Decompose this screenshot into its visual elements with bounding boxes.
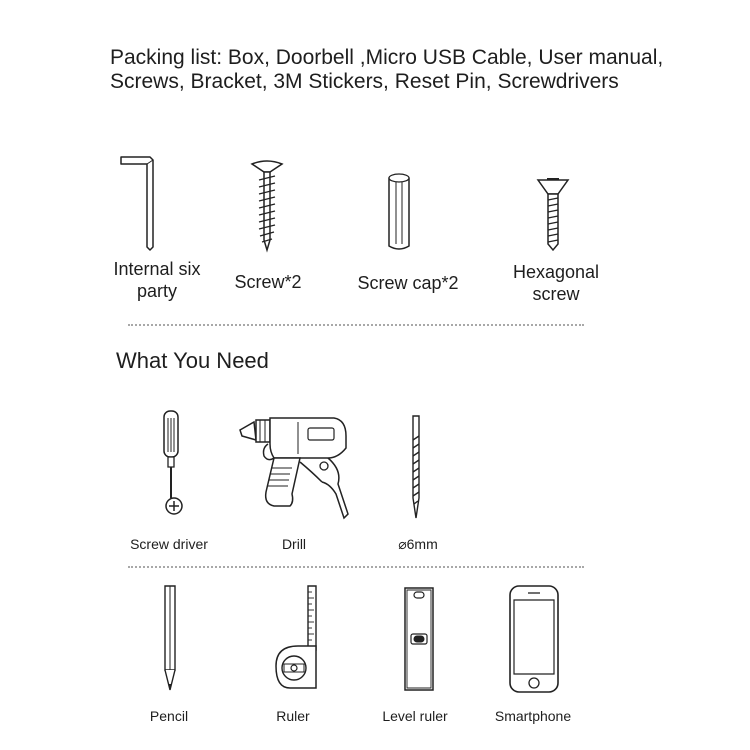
wall-anchor-icon (386, 172, 412, 252)
tool-label-level-ruler: Level ruler (382, 708, 448, 724)
package-item-label-screw-cap: Screw cap*2 (357, 273, 459, 293)
package-item-label-hex-key: Internal six party (113, 259, 201, 301)
packing-list-text: Packing list: Box, Doorbell ,Micro USB Cable, User manual, Screws, Bracket, 3M Stickers, Reset Pin, Screwdrivers (110, 46, 664, 93)
tool-label-pencil: Pencil (149, 708, 189, 724)
spirit-level-icon (403, 584, 435, 694)
tape-measure-icon (272, 584, 322, 694)
tool-label-drill: Drill (281, 536, 307, 552)
section-title: What You Need (116, 348, 269, 373)
wood-screw-icon (250, 160, 284, 252)
screwdriver-icon (156, 410, 186, 516)
drill-bit-icon (408, 414, 424, 520)
hex-key-icon (118, 154, 158, 252)
countersunk-screw-icon (536, 174, 570, 252)
tool-label-drill-bit-size: ⌀6mm (398, 536, 438, 552)
package-item-label-screw: Screw*2 (234, 272, 302, 292)
tool-label-smartphone: Smartphone (494, 708, 572, 724)
section-divider (128, 324, 584, 326)
pencil-icon (162, 584, 178, 694)
tool-label-ruler: Ruler (276, 708, 310, 724)
smartphone-icon (508, 584, 560, 694)
tool-label-screw-driver: Screw driver (130, 536, 208, 552)
tools-divider (128, 566, 584, 568)
drill-icon (238, 414, 354, 520)
package-item-label-hexagonal-screw: Hexagonal screw (512, 262, 600, 304)
